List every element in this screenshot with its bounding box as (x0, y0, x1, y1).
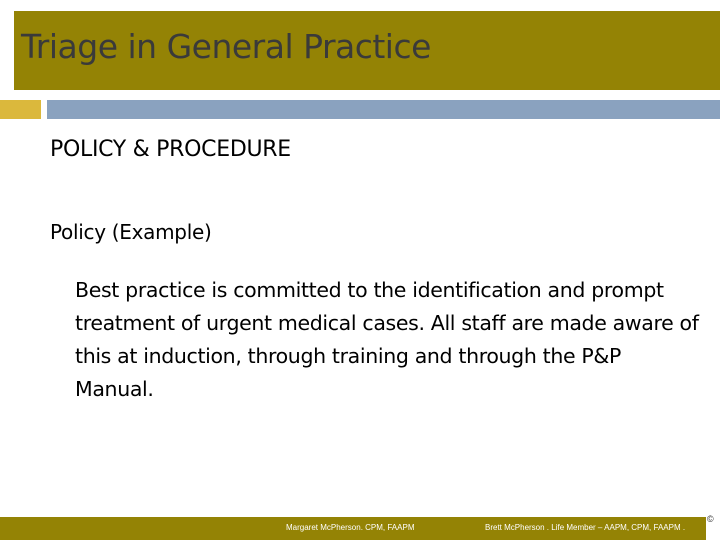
footer-author-right: Brett McPherson . Life Member – AAPM, CPM, FAAPM . (485, 523, 686, 532)
footer-author-left: Margaret McPherson. CPM, FAAPM (286, 523, 415, 532)
accent-bar-blue (47, 100, 720, 119)
section-heading: POLICY & PROCEDURE (50, 137, 291, 162)
copyright-symbol: © (707, 514, 714, 524)
accent-bar-gold (0, 100, 41, 119)
policy-subheading: Policy (Example) (50, 220, 212, 244)
slide-title: Triage in General Practice (21, 27, 431, 66)
policy-body-text: Best practice is committed to the identification and prompt treatment of urgent medical cases. All staff are made aware of this at induction, through training and through the P&P Manual. (75, 278, 699, 401)
